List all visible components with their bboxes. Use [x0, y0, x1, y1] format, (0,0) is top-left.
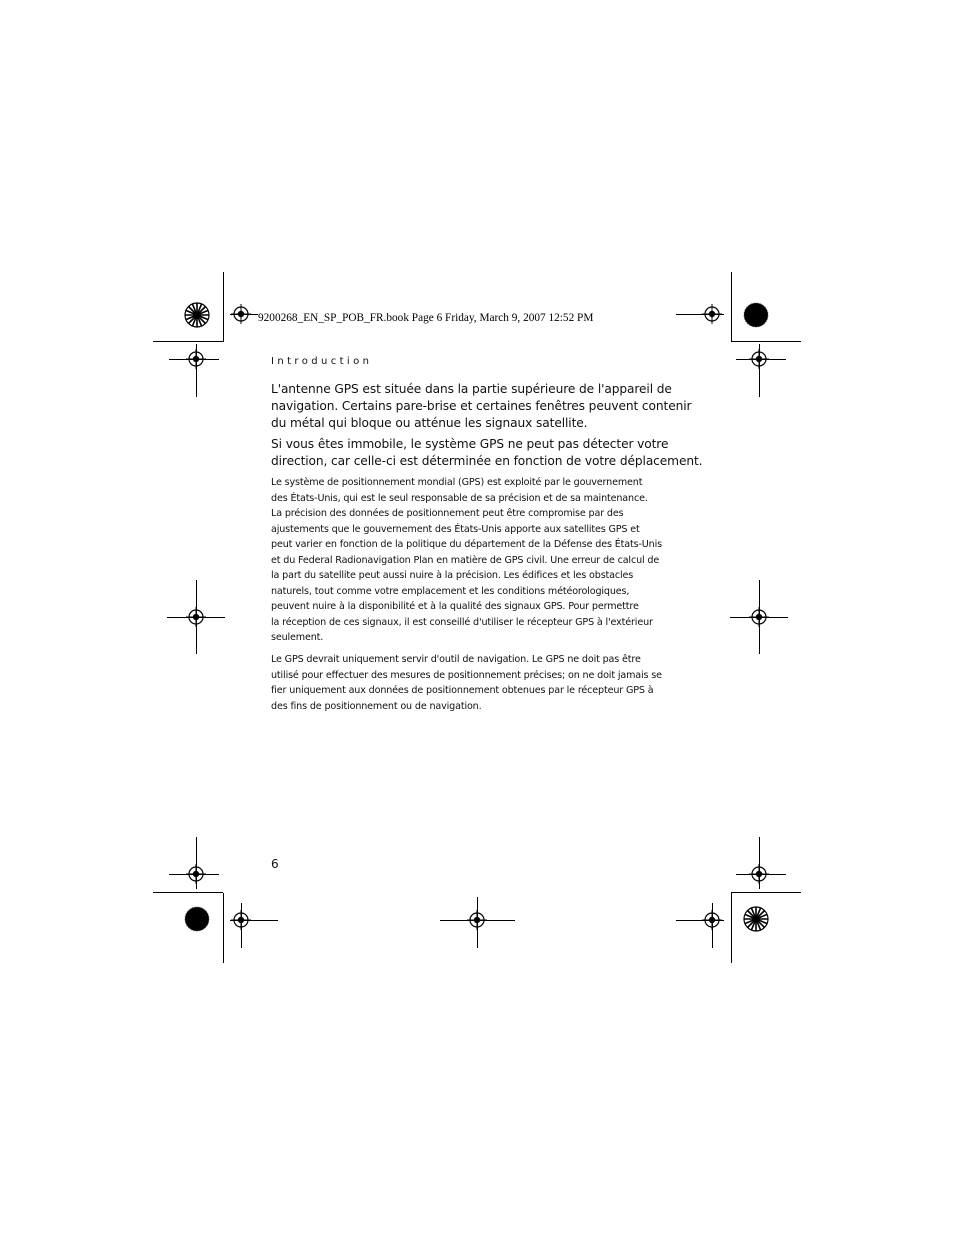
starburst-registration-icon: [184, 302, 210, 328]
crop-mark-line: [477, 897, 478, 948]
text-line: du métal qui bloque ou atténue les signaux satellite.: [271, 416, 588, 430]
crop-mark-line: [153, 892, 223, 893]
crop-mark-line: [223, 893, 224, 963]
paragraph-antenna: [271, 381, 692, 432]
paragraph-stationary: [271, 436, 703, 470]
text-line: Le GPS devrait uniquement servir d'outil de navigation. Le GPS ne doit pas être: [271, 654, 641, 665]
crop-mark-line: [153, 341, 223, 342]
crop-mark-line: [196, 837, 197, 889]
text-line: naturels, tout comme votre emplacement et les conditions météorologiques,: [271, 585, 630, 597]
text-line: des fins de positionnement ou de navigation.: [271, 700, 482, 712]
crop-mark-line: [730, 617, 788, 618]
crop-mark-line: [759, 344, 760, 397]
text-line: ajustements que le gouvernement des États-Unis apporte aux satellites GPS et: [271, 523, 640, 535]
crop-mark-line: [731, 341, 801, 342]
crop-mark-line: [169, 874, 219, 875]
text-line: peuvent nuire à la disponibilité et à la qualité des signaux GPS. Pour permettre: [271, 601, 639, 612]
text-line: L'antenne GPS est située dans la partie supérieure de l'appareil de: [271, 382, 672, 396]
page-number: 6: [271, 857, 279, 871]
starburst-registration-icon: [743, 906, 769, 932]
text-line: des États-Unis, qui est le seul responsable de sa précision et de sa maintenance.: [271, 492, 648, 504]
slug-line: 9200268_EN_SP_POB_FR.book Page 6 Friday, March 9, 2007 12:52 PM: [258, 312, 594, 324]
crop-mark-line: [731, 272, 732, 342]
paragraph-gps-tool: [271, 652, 671, 714]
crop-mark-line: [712, 903, 713, 948]
text-line: direction, car celle-ci est déterminée en fonction de votre déplacement.: [271, 454, 703, 468]
text-line: la réception de ces signaux, il est conseillé d'utiliser le récepteur GPS à l'extérieur: [271, 616, 653, 628]
solid-registration-dot-icon: [184, 906, 210, 932]
running-head: Introduction: [271, 356, 373, 367]
crop-mark-line: [731, 892, 801, 893]
crop-mark-line: [731, 893, 732, 963]
registration-crosshair-icon: [702, 304, 722, 324]
text-line: la part du satellite peut aussi nuire à la précision. Les édifices et les obstacles: [271, 570, 634, 581]
crop-mark-line: [196, 344, 197, 397]
crop-mark-line: [736, 874, 786, 875]
crop-mark-line: [169, 359, 219, 360]
solid-registration-dot-icon: [743, 302, 769, 328]
text-line: utilisé pour effectuer des mesures de positionnement précises; on ne doit jamais se: [271, 669, 662, 681]
paragraph-gps-notice: [271, 475, 671, 646]
text-line: et du Federal Radionavigation Plan en matière de GPS civil. Une erreur de calcul de: [271, 554, 660, 566]
crop-mark-line: [759, 837, 760, 889]
crop-mark-line: [167, 617, 225, 618]
crop-mark-line: [736, 359, 786, 360]
text-line: navigation. Certains pare-brise et certaines fenêtres peuvent contenir: [271, 399, 692, 413]
text-line: La précision des données de positionnement peut être compromise par des: [271, 508, 624, 519]
crop-mark-line: [241, 903, 242, 948]
text-line: seulement.: [271, 632, 324, 643]
crop-mark-line: [223, 272, 224, 342]
registration-crosshair-icon: [231, 304, 251, 324]
text-line: Si vous êtes immobile, le système GPS ne peut pas détecter votre: [271, 437, 669, 451]
text-line: fier uniquement aux données de positionnement obtenues par le récepteur GPS à: [271, 685, 654, 696]
text-line: Le système de positionnement mondial (GPS) est exploité par le gouvernement: [271, 477, 643, 488]
text-line: peut varier en fonction de la politique du département de la Défense des États-Unis: [271, 539, 662, 550]
